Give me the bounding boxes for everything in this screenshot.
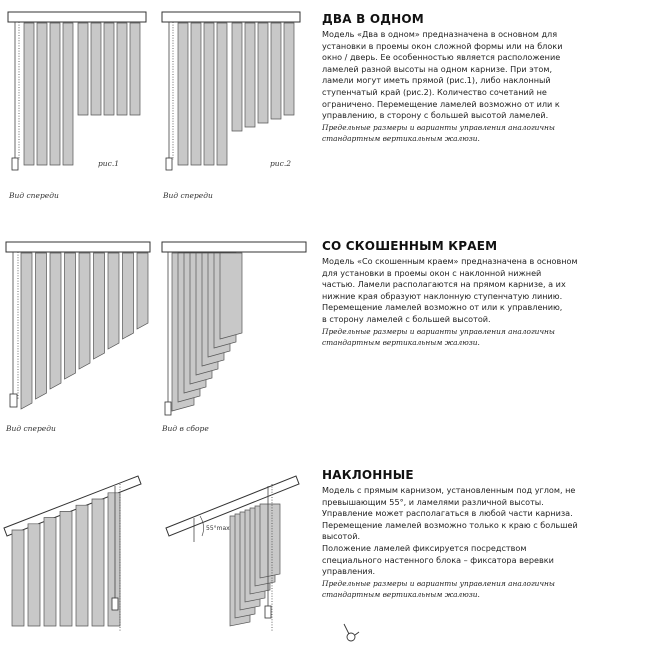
blind-slat: [232, 23, 242, 131]
blind-slat: [92, 499, 104, 626]
body-line: Управление может располагаться в любой части карниза.: [322, 508, 573, 519]
blinds-drawing-fig3: [4, 240, 154, 422]
figure-inclined-front: [0, 472, 150, 641]
blind-slat: [36, 253, 47, 399]
body-line: ограничено. Перемещение ламелей возможно от или к: [322, 98, 560, 109]
fig2-label: рис.2: [270, 159, 291, 168]
section-body: [322, 256, 640, 326]
blinds-drawing-fig5: [0, 472, 150, 641]
fig3-caption: Вид спереди: [6, 424, 56, 433]
blind-slat: [123, 253, 134, 339]
note-line: Предельные размеры и варианты управления аналогичны: [322, 578, 555, 588]
blind-slat: [50, 23, 60, 165]
body-line: ламели могут иметь прямой (рис.1), либо наклонный: [322, 75, 551, 86]
body-line: управлению, в сторону с большей высотой ламелей.: [322, 110, 549, 121]
blind-slat: [24, 23, 34, 165]
blind-slat: [137, 253, 148, 329]
section-two-in-one: [0, 0, 652, 230]
inclined-text: [322, 468, 640, 601]
body-line: нижние края образуют наклонную ступенчатую линию.: [322, 290, 563, 301]
blind-slat: [108, 253, 119, 349]
body-line: Перемещение ламелей возможно от или к управлению,: [322, 302, 563, 313]
body-line: Модель с прямым карнизом, установленным под углом, не: [322, 485, 576, 495]
blind-slat: [220, 253, 242, 339]
blind-slat: [60, 511, 72, 626]
two-in-one-text: [322, 12, 640, 145]
section-note: [322, 122, 640, 145]
body-line: управления.: [322, 566, 376, 577]
blind-slat: [79, 253, 90, 369]
blind-slat: [37, 23, 47, 165]
fig1-caption: Вид спереди: [9, 191, 59, 200]
body-line: частью. Ламели располагаются на прямом карнизе, а их: [322, 279, 566, 290]
fig1-label: рис.1: [98, 159, 119, 168]
body-line: в сторону ламелей с большей высотой.: [322, 313, 491, 324]
figure-beveled-front: [4, 240, 154, 422]
blind-slat: [217, 23, 227, 165]
body-line: установки в проемы окон сложной формы или на блоки: [322, 40, 563, 51]
body-line: высотой.: [322, 531, 361, 542]
blind-slat: [271, 23, 281, 119]
blind-slat: [65, 253, 76, 379]
figure-beveled-assembled: [160, 240, 310, 422]
section-body: [322, 29, 640, 122]
blind-slat: [63, 23, 73, 165]
fig2-caption: Вид спереди: [163, 191, 213, 200]
figure-two-in-one-straight: [6, 10, 151, 182]
blind-slat: [28, 524, 40, 626]
blinds-drawing-fig1: [6, 10, 151, 182]
section-body: [322, 485, 640, 578]
blind-slat: [78, 23, 88, 115]
fixator-icon: [340, 622, 362, 646]
blind-slat: [178, 23, 188, 165]
blind-slat: [204, 23, 214, 165]
body-line: Перемещение ламелей возможно только к краю с большей: [322, 519, 578, 530]
body-line: Положение ламелей фиксируется посредством: [322, 542, 527, 553]
angle-label: 55°max: [206, 525, 230, 532]
blind-slat: [12, 530, 24, 626]
note-line: стандартным вертикальным жалюзи.: [322, 134, 480, 144]
figure-two-in-one-stepped: [160, 10, 305, 182]
body-line: окно / дверь. Ее особенностью является расположение: [322, 52, 561, 63]
blind-slat: [260, 504, 280, 578]
blind-slat: [258, 23, 268, 123]
note-line: стандартным вертикальным жалюзи.: [322, 337, 480, 347]
note-line: стандартным вертикальным жалюзи.: [322, 590, 480, 600]
section-beveled-edge: [0, 232, 652, 444]
blind-slat: [245, 23, 255, 127]
section-title: СО СКОШЕННЫМ КРАЕМ: [322, 239, 498, 253]
note-line: Предельные размеры и варианты управления аналогичны: [322, 122, 555, 132]
blind-slat: [44, 518, 56, 626]
section-title: НАКЛОННЫЕ: [322, 468, 414, 482]
blind-slat: [91, 23, 101, 115]
section-note: [322, 326, 640, 349]
body-line: ламелей разной высоты на одном карнизе. При этом,: [322, 63, 553, 74]
blind-slat: [21, 253, 32, 409]
blind-slat: [50, 253, 61, 389]
blinds-drawing-fig2: [160, 10, 305, 182]
note-line: Предельные размеры и варианты управления аналогичны: [322, 326, 555, 336]
section-note: [322, 578, 640, 601]
body-line: Модель «Со скошенным краем» предназначена в основном: [322, 256, 578, 266]
body-line: Модель «Два в одном» предназначена в основном для: [322, 29, 558, 39]
beveled-edge-text: [322, 239, 640, 348]
blinds-drawing-fig4: [160, 240, 310, 422]
section-inclined: [0, 458, 652, 641]
section-title: ДВА В ОДНОМ: [322, 12, 424, 26]
fig4-caption: Вид в сборе: [162, 424, 209, 433]
blind-slat: [76, 505, 88, 626]
blinds-drawing-fig6: [160, 472, 310, 641]
body-line: превышающим 55°, и ламелями различной высоты.: [322, 496, 544, 507]
blind-slat: [117, 23, 127, 115]
body-line: для установки в проемы окон с наклонной нижней: [322, 267, 542, 278]
blind-slat: [104, 23, 114, 115]
body-line: ступенчатый край (рис.2). Количество сочетаний не: [322, 86, 547, 97]
blind-slat: [94, 253, 105, 359]
body-line: специального настенного блока – фиксатора веревки: [322, 554, 554, 565]
blind-slat: [284, 23, 294, 115]
blind-slat: [130, 23, 140, 115]
figure-inclined-assembled: [160, 472, 310, 641]
blind-slat: [191, 23, 201, 165]
